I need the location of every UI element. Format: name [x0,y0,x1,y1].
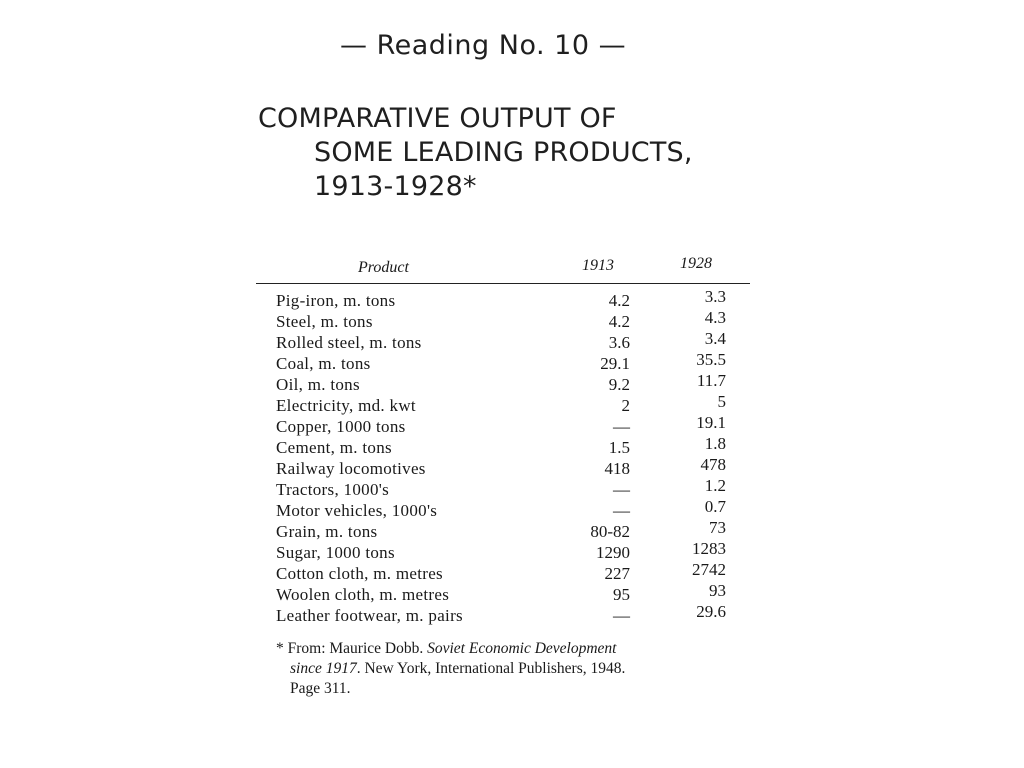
row-value-1928: 11.7 [696,371,726,390]
header-product: Product [358,259,409,276]
row-product: Coal, m. tons [276,354,371,373]
row-value-1928: 0.7 [704,497,726,516]
table-row [256,476,750,500]
row-value-1913: 4.2 [608,312,630,331]
footnote-prefix: * From: Maurice Dobb. [276,640,428,657]
row-product: Leather footwear, m. pairs [276,606,463,625]
table-body [256,287,750,626]
row-product: Oil, m. tons [276,375,360,394]
row-value-1913: 1290 [596,543,630,562]
row-product: Grain, m. tons [276,522,378,541]
row-value-1913: 418 [604,459,630,478]
row-value-1913: — [613,501,630,520]
table-row [256,455,750,479]
row-value-1928: 1.8 [704,434,726,453]
table-row [256,308,750,332]
row-product: Cotton cloth, m. metres [276,564,443,583]
row-product: Railway locomotives [276,459,426,478]
row-value-1928: 2742 [692,560,726,579]
table-header [256,253,750,284]
row-product: Cement, m. tons [276,438,392,457]
table-row [256,287,750,311]
row-value-1913: 4.2 [608,291,630,310]
row-value-1913: 2 [621,396,630,415]
document-title [258,102,718,204]
table-row [256,371,750,395]
table-row [256,392,750,416]
row-value-1928: 29.6 [696,602,726,621]
row-value-1928: 5 [717,392,726,411]
row-product: Tractors, 1000's [276,480,390,499]
table-row [256,602,750,626]
reading-heading: — Reading No. 10 — [340,30,627,61]
row-value-1928: 19.1 [696,413,726,432]
table-row [256,539,750,563]
row-value-1928: 1283 [692,539,726,558]
table-row [256,560,750,584]
row-product: Steel, m. tons [276,312,373,331]
title-line-1: COMPARATIVE OUTPUT OF [258,103,617,134]
footnote [276,639,736,699]
row-product: Motor vehicles, 1000's [276,501,438,520]
row-value-1913: 95 [613,585,630,604]
row-value-1913: 9.2 [608,375,630,394]
row-value-1913: 80-82 [590,522,630,541]
row-value-1928: 35.5 [696,350,726,369]
row-product: Sugar, 1000 tons [276,543,395,562]
table-row [256,413,750,437]
row-value-1928: 3.4 [704,329,726,348]
row-product: Electricity, md. kwt [276,396,416,415]
title-line-2: SOME LEADING PRODUCTS, [314,137,693,168]
table-row [256,329,750,353]
row-value-1913: 29.1 [600,354,630,373]
row-value-1928: 4.3 [704,308,726,327]
footnote-page: Page 311. [290,680,351,697]
row-value-1913: 3.6 [608,333,630,352]
footnote-book-title-2: since 1917 [290,660,357,677]
row-value-1913: 1.5 [608,438,630,457]
table-row [256,518,750,542]
row-value-1928: 478 [700,455,726,474]
footnote-line-2 [276,659,736,679]
row-product: Pig-iron, m. tons [276,291,396,310]
row-value-1913: — [613,480,630,499]
row-value-1913: — [613,606,630,625]
footnote-book-title-1: Soviet Economic Development [427,640,617,657]
table-row [256,434,750,458]
table-row [256,350,750,374]
row-product: Copper, 1000 tons [276,417,406,436]
header-1913: 1913 [582,257,614,274]
row-product: Rolled steel, m. tons [276,333,422,352]
row-value-1913: 227 [604,564,630,583]
row-value-1928: 3.3 [704,287,726,306]
row-value-1913: — [613,417,630,436]
table-row [256,581,750,605]
footnote-publisher: . New York, International Publishers, 1948. [356,660,626,677]
header-1928: 1928 [680,255,712,272]
row-product: Woolen cloth, m. metres [276,585,450,604]
output-table [256,253,750,626]
row-value-1928: 93 [709,581,726,600]
row-value-1928: 1.2 [704,476,726,495]
title-line-3: 1913-1928* [314,171,477,202]
row-value-1928: 73 [709,518,726,537]
table-row [256,497,750,521]
